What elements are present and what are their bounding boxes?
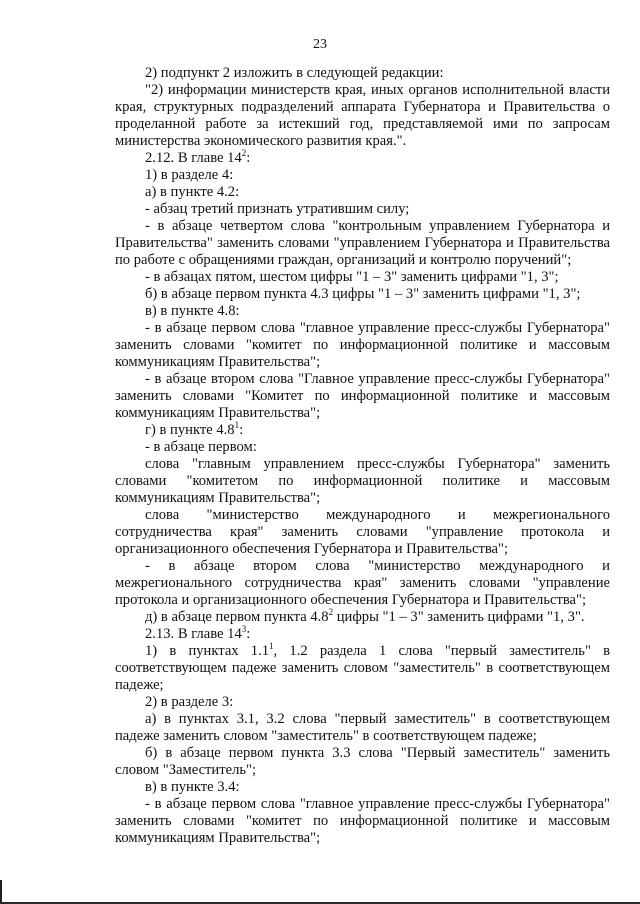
paragraph: б) в абзаце первом пункта 4.3 цифры "1 – 3" заменить цифрами "1, 3"; <box>145 286 581 302</box>
paragraph: "2) информации министерств края, иных органов исполнительной власти края, структурных подразделений аппарата Губернатора и Правительства о проделанной работе за истекший год, представляемой ими по запросам министерства экономического развития края.". <box>115 82 610 149</box>
paragraph: слова "министерство международного и межрегионального сотрудничества края" заменить словами "управление протокола и организационного обеспечения Губернатора и Правительства"; <box>115 507 610 557</box>
paragraph: - абзац третий признать утратившим силу; <box>145 201 410 217</box>
paragraph: - в абзаце втором слова "Главное управление пресс-службы Губернатора" заменить словами "Комитет по информационной политике и массовым коммуникациям Правительства"; <box>115 371 610 421</box>
page-number: 23 <box>313 37 327 52</box>
paragraph: - в абзаце четвертом слова "контрольным управлением Губернатора и Правительства" заменить словами "управлением Губернатора и Правительства по работе с обращениями граждан, организаций и контролю поручений"; <box>115 218 610 268</box>
paragraph: в) в пункте 4.8: <box>145 303 240 319</box>
document-body <box>115 65 610 847</box>
paragraph: 1) в разделе 4: <box>145 167 234 183</box>
paragraph: - в абзаце втором слова "министерство международного и межрегионального сотрудничества края" заменить словами "управление протокола и организационного обеспечения Губернатора и Правительства"; <box>115 558 610 608</box>
section-heading: 2.13. В главе $14^3$: <box>145 624 251 642</box>
paragraph: д) в абзаце первом пункта $4.8^2$ цифры "1 – 3" заменить цифрами "1, 3". <box>145 607 585 625</box>
scan-edge-left <box>0 880 2 904</box>
section-heading: 2.12. В главе $14^2$: <box>145 148 251 166</box>
paragraph: в) в пункте 3.4: <box>145 779 240 795</box>
paragraph: б) в абзаце первом пункта 3.3 слова "Первый заместитель" заменить словом "Заместитель"; <box>115 745 610 778</box>
paragraph: 2) подпункт 2 изложить в следующей редакции: <box>145 65 444 81</box>
paragraph: - в абзаце первом: <box>145 439 257 455</box>
paragraph: - в абзаце первом слова "главное управление пресс-службы Губернатора" заменить словами "комитет по информационной политике и массовым коммуникациям Правительства"; <box>115 320 610 370</box>
paragraph: а) в пунктах 3.1, 3.2 слова "первый заместитель" в соответствующем падеже заменить словом "заместитель" в соответствующем падеже; <box>115 711 610 744</box>
paragraph: а) в пункте 4.2: <box>145 184 240 200</box>
paragraph: 1) в пунктах $1.1^1$, 1.2 раздела 1 слова "первый заместитель" в соответствующем падеже заменить словом "заместитель" в соответствующем падеже; <box>115 641 610 693</box>
paragraph: г) в пункте $4.8^1$: <box>145 420 244 438</box>
paragraph: - в абзаце первом слова "главное управление пресс-службы Губернатора" заменить словами "комитет по информационной политике и массовым коммуникациям Правительства"; <box>115 796 610 846</box>
paragraph: 2) в разделе 3: <box>145 694 234 710</box>
paragraph: - в абзацах пятом, шестом цифры "1 – 3" заменить цифрами "1, 3"; <box>145 269 559 285</box>
paragraph: слова "главным управлением пресс-службы Губернатора" заменить словами "комитетом по информационной политике и массовым коммуникациям Правительства"; <box>115 456 610 506</box>
